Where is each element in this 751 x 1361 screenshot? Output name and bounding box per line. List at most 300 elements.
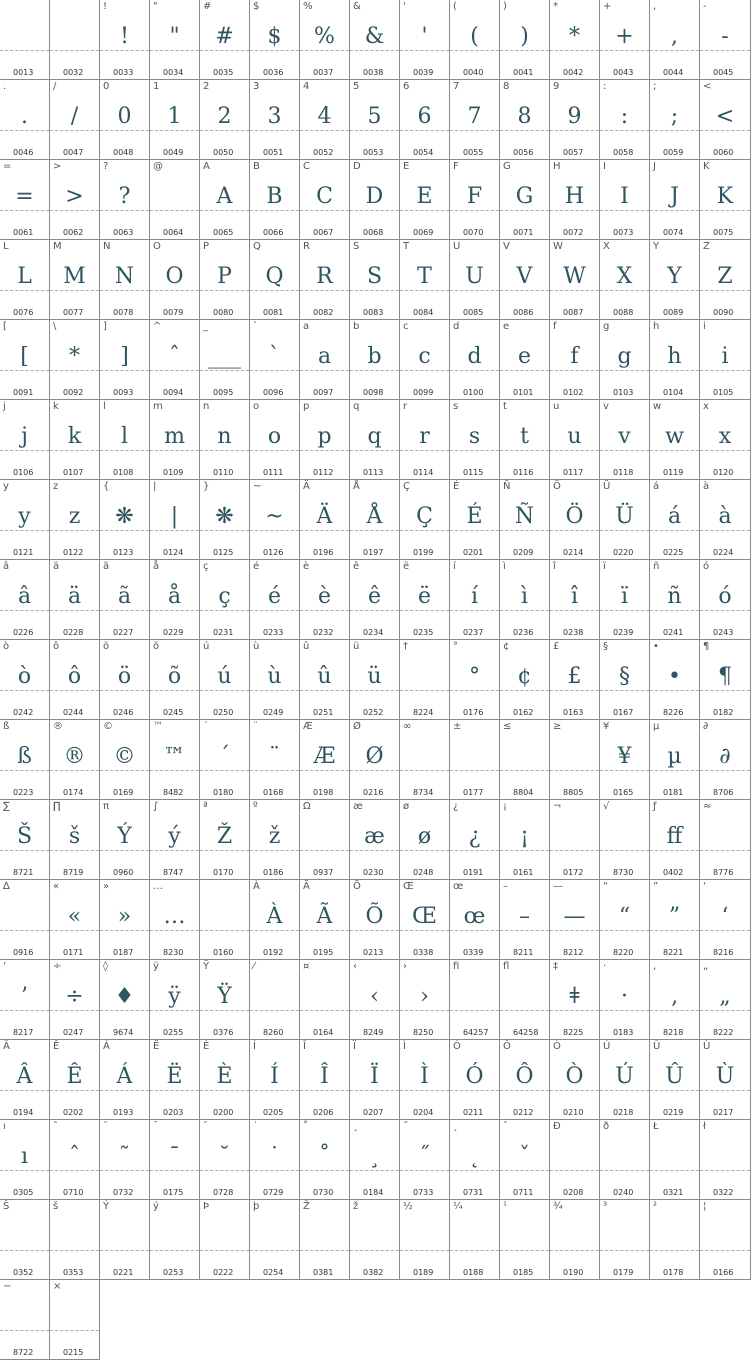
glyph-sample: —: [563, 904, 586, 929]
glyph-sample: h: [667, 344, 682, 369]
glyph-sample: 2: [217, 104, 232, 129]
glyph-cell-0103: [600, 320, 650, 400]
glyph-label: t: [503, 401, 507, 412]
glyph-code: 8804: [513, 788, 534, 797]
glyph-label: ï: [603, 561, 606, 572]
glyph-label: ,: [653, 1, 657, 12]
glyph-cell-8719: [50, 800, 100, 880]
glyph-code: 8776: [713, 868, 734, 877]
glyph-sample: å: [167, 584, 182, 609]
glyph-code: 0226: [13, 628, 34, 637]
glyph-sample: ó: [718, 584, 732, 609]
glyph-sample: <: [715, 104, 735, 129]
glyph-code: 8224: [413, 708, 434, 717]
glyph-cell-0730: [300, 1120, 350, 1200]
glyph-code: 0089: [663, 308, 684, 317]
glyph-code: 0037: [313, 68, 334, 77]
glyph-code: 0188: [463, 1268, 484, 1277]
glyph-cell-0251: [300, 640, 350, 720]
glyph-sample: [300, 814, 349, 860]
glyph-cell-0339: [450, 880, 500, 960]
glyph-cell-0038: [350, 0, 400, 80]
glyph-label: ≈: [703, 801, 712, 812]
glyph-sample: R: [316, 264, 333, 289]
glyph-sample: [450, 974, 499, 1020]
glyph-label: ˆ: [53, 1121, 58, 1132]
glyph-label: D: [353, 161, 361, 172]
glyph-cell-0065: [200, 160, 250, 240]
glyph-sample: [250, 1214, 299, 1260]
glyph-code: 0338: [413, 948, 434, 957]
glyph-code: 0305: [13, 1188, 34, 1197]
glyph-code: 0225: [663, 548, 684, 557]
glyph-cell-0117: [550, 400, 600, 480]
glyph-label: @: [153, 161, 163, 172]
glyph-label: ¾: [553, 1201, 563, 1212]
glyph-code: 0177: [463, 788, 484, 797]
glyph-cell-0235: [400, 560, 450, 640]
glyph-sample: ‹: [370, 984, 379, 1009]
glyph-sample: v: [618, 424, 631, 449]
glyph-cell-0172: [550, 800, 600, 880]
glyph-sample: ,: [671, 24, 678, 49]
glyph-cell-0124: [150, 480, 200, 560]
glyph-sample: ∂: [719, 744, 731, 769]
glyph-code: 0085: [463, 308, 484, 317]
glyph-code: 0209: [513, 548, 534, 557]
glyph-code: 0178: [663, 1268, 684, 1277]
glyph-code: 0321: [663, 1188, 684, 1197]
glyph-cell-0254: [250, 1200, 300, 1280]
glyph-cell-0180: [200, 720, 250, 800]
glyph-sample: à: [718, 504, 732, 529]
glyph-cell-0175: [150, 1120, 200, 1200]
glyph-code: 0099: [413, 388, 434, 397]
glyph-sample: %: [314, 24, 335, 49]
glyph-sample: Œ: [411, 904, 438, 929]
glyph-sample: Ø: [365, 744, 384, 769]
glyph-cell-0166: [700, 1200, 751, 1280]
glyph-code: 0110: [213, 468, 234, 477]
glyph-label: 9: [553, 81, 560, 92]
glyph-code: 0729: [263, 1188, 284, 1197]
glyph-label: ﬁ: [453, 961, 460, 972]
glyph-cell-0253: [150, 1200, 200, 1280]
glyph-code: 0202: [63, 1108, 84, 1117]
glyph-cell-0186: [250, 800, 300, 880]
glyph-sample: Ö: [565, 504, 584, 529]
glyph-sample: Ô: [515, 1064, 534, 1089]
glyph-code: 0960: [113, 868, 134, 877]
glyph-label: Q: [253, 241, 261, 252]
glyph-sample: t: [520, 424, 529, 449]
glyph-sample: â: [17, 584, 32, 609]
glyph-label: f: [553, 321, 557, 332]
glyph-label: ~: [253, 481, 262, 492]
glyph-label: ¿: [453, 801, 459, 812]
glyph-label: ½: [403, 1201, 413, 1212]
glyph-cell-0069: [400, 160, 450, 240]
glyph-label: «: [53, 881, 60, 892]
glyph-code: 0103: [613, 388, 634, 397]
glyph-sample: [0, 894, 49, 940]
glyph-code: 0050: [213, 148, 234, 157]
glyph-code: 0107: [63, 468, 84, 477]
glyph-sample: O: [165, 264, 184, 289]
glyph-code: 0164: [313, 1028, 334, 1037]
glyph-sample: Õ: [365, 904, 384, 929]
glyph-sample: í: [470, 584, 479, 609]
glyph-label: ¹: [503, 1201, 508, 1212]
glyph-code: 0088: [613, 308, 634, 317]
glyph-label: m: [153, 401, 163, 412]
glyph-code: 0055: [463, 148, 484, 157]
glyph-cell-0234: [350, 560, 400, 640]
glyph-label: û: [303, 641, 310, 652]
glyph-cell-0036: [250, 0, 300, 80]
glyph-label: ë: [403, 561, 410, 572]
glyph-cell-0162: [500, 640, 550, 720]
glyph-code: 0070: [463, 228, 484, 237]
glyph-cell-8218: [650, 960, 700, 1040]
glyph-label: −: [3, 1281, 12, 1292]
glyph-cell-8249: [350, 960, 400, 1040]
glyph-sample: ÿ: [168, 984, 181, 1009]
glyph-label: ã: [103, 561, 110, 572]
glyph-cell-0215: [50, 1280, 100, 1360]
glyph-cell-0095: [200, 320, 250, 400]
glyph-code: 0208: [563, 1188, 584, 1197]
glyph-code: 0243: [713, 628, 734, 637]
glyph-code: 0916: [13, 948, 34, 957]
glyph-cell-0079: [150, 240, 200, 320]
glyph-label: ¶: [703, 641, 710, 652]
glyph-code: 0068: [363, 228, 384, 237]
glyph-label: 6: [403, 81, 410, 92]
glyph-label: œ: [453, 881, 464, 892]
glyph-label: ì: [503, 561, 506, 572]
glyph-cell-8734: [400, 720, 450, 800]
glyph-sample: ’: [21, 984, 28, 1009]
glyph-code: 0185: [513, 1268, 534, 1277]
glyph-sample: ß: [17, 744, 32, 769]
glyph-cell-0111: [250, 400, 300, 480]
glyph-label: /: [53, 81, 57, 92]
glyph-sample: Ç: [416, 504, 433, 529]
glyph-cell-8706: [700, 720, 751, 800]
glyph-code: 0108: [113, 468, 134, 477]
glyph-cell-8722: [0, 1280, 50, 1360]
glyph-label: I: [603, 161, 606, 172]
glyph-sample: á: [667, 504, 682, 529]
glyph-cell-0236: [500, 560, 550, 640]
glyph-label: ': [403, 1, 406, 12]
glyph-sample: ü: [367, 664, 382, 689]
glyph-sample: P: [217, 264, 232, 289]
glyph-sample: 1: [167, 104, 182, 129]
glyph-sample: [500, 1214, 549, 1260]
glyph-label: â: [3, 561, 10, 572]
glyph-code: 8216: [713, 948, 734, 957]
glyph-label: W: [553, 241, 563, 252]
glyph-code: 0221: [113, 1268, 134, 1277]
glyph-label: Ô: [503, 1041, 511, 1052]
glyph-sample: š: [68, 824, 81, 849]
glyph-cell-0083: [350, 240, 400, 320]
glyph-code: 0187: [113, 948, 134, 957]
glyph-code: 0048: [113, 148, 134, 157]
glyph-sample: `: [269, 344, 280, 369]
glyph-label: h: [653, 321, 660, 332]
glyph-sample: ❋: [215, 504, 234, 529]
glyph-cell-0125: [200, 480, 250, 560]
glyph-sample: Ž: [216, 824, 233, 849]
glyph-sample: N: [114, 264, 135, 289]
glyph-cell-9674: [100, 960, 150, 1040]
glyph-cell-0165: [600, 720, 650, 800]
glyph-code: 0234: [363, 628, 384, 637]
glyph-label: …: [153, 881, 163, 892]
glyph-cell-0229: [150, 560, 200, 640]
glyph-label: E: [403, 161, 410, 172]
glyph-cell-0062: [50, 160, 100, 240]
glyph-code: 8220: [613, 948, 634, 957]
glyph-sample: ë: [417, 584, 432, 609]
glyph-sample: •: [668, 664, 681, 689]
glyph-code: 0353: [63, 1268, 84, 1277]
glyph-sample: Å: [366, 504, 383, 529]
glyph-sample: [600, 1214, 649, 1260]
glyph-label: i: [703, 321, 706, 332]
glyph-code: 0174: [63, 788, 84, 797]
glyph-sample: ê: [367, 584, 382, 609]
glyph-cell-0212: [500, 1040, 550, 1120]
glyph-cell-0066: [250, 160, 300, 240]
glyph-cell-0055: [450, 80, 500, 160]
glyph-sample: [550, 814, 599, 860]
glyph-cell-0054: [400, 80, 450, 160]
glyph-sample: [500, 734, 549, 780]
glyph-label: ": [153, 1, 158, 12]
glyph-cell-0094: [150, 320, 200, 400]
glyph-code: 0179: [613, 1268, 634, 1277]
glyph-label: L: [3, 241, 9, 252]
glyph-code: 0183: [613, 1028, 634, 1037]
glyph-code: 8721: [13, 868, 34, 877]
glyph-label: ›: [403, 961, 407, 972]
glyph-label: ò: [3, 641, 10, 652]
glyph-label: d: [453, 321, 460, 332]
glyph-label: æ: [353, 801, 363, 812]
glyph-sample: l: [120, 424, 129, 449]
glyph-cell-0729: [250, 1120, 300, 1200]
glyph-sample: [700, 1214, 750, 1260]
glyph-sample: Ä: [316, 504, 333, 529]
glyph-cell-0068: [350, 160, 400, 240]
glyph-sample: Ý: [117, 824, 132, 849]
glyph-cell-0233: [250, 560, 300, 640]
glyph-label: Þ: [203, 1201, 210, 1212]
glyph-sample: L: [17, 264, 32, 289]
glyph-sample: .: [21, 104, 28, 129]
glyph-cell-0193: [100, 1040, 150, 1120]
glyph-label: ç: [203, 561, 209, 572]
glyph-cell-0227: [100, 560, 150, 640]
glyph-sample: ff: [666, 824, 683, 849]
glyph-code: 0091: [13, 388, 34, 397]
glyph-cell-0216: [350, 720, 400, 800]
glyph-label: ð: [603, 1121, 610, 1132]
glyph-cell-0040: [450, 0, 500, 80]
glyph-code: 0083: [363, 308, 384, 317]
glyph-code: 0047: [63, 148, 84, 157]
glyph-code: 0093: [113, 388, 134, 397]
glyph-sample: ›: [420, 984, 429, 1009]
glyph-code: 0189: [413, 1268, 434, 1277]
glyph-sample: ‚: [671, 984, 678, 1009]
glyph-sample: g: [617, 344, 632, 369]
glyph-code: 0074: [663, 228, 684, 237]
glyph-cell-0322: [700, 1120, 751, 1200]
glyph-code: 0098: [363, 388, 384, 397]
glyph-sample: œ: [463, 904, 486, 929]
glyph-cell-8230: [150, 880, 200, 960]
glyph-cell-0046: [0, 80, 50, 160]
glyph-label: <: [703, 81, 712, 92]
glyph-cell-0107: [50, 400, 100, 480]
glyph-label: ¦: [703, 1201, 707, 1212]
glyph-sample: [200, 1214, 249, 1260]
glyph-label: :: [603, 81, 607, 92]
glyph-sample: F: [466, 184, 483, 209]
glyph-label: ∑: [3, 801, 10, 812]
glyph-cell-0210: [550, 1040, 600, 1120]
glyph-label: U: [453, 241, 461, 252]
glyph-code: 0196: [313, 548, 334, 557]
glyph-code: 0205: [263, 1108, 284, 1117]
glyph-cell-0191: [450, 800, 500, 880]
glyph-label: Y: [653, 241, 660, 252]
glyph-cell-0101: [500, 320, 550, 400]
glyph-label: %: [303, 1, 313, 12]
glyph-code: 0220: [613, 548, 634, 557]
glyph-label: Ø: [353, 721, 361, 732]
glyph-cell-0209: [500, 480, 550, 560]
glyph-label: Ì: [403, 1041, 406, 1052]
glyph-cell-0177: [450, 720, 500, 800]
glyph-code: 0233: [263, 628, 284, 637]
glyph-cell-8221: [650, 880, 700, 960]
glyph-code: 8225: [563, 1028, 584, 1037]
glyph-sample: i: [721, 344, 729, 369]
glyph-sample: f: [570, 344, 579, 369]
glyph-sample: [650, 1214, 699, 1260]
glyph-sample: °: [469, 664, 480, 689]
glyph-cell-0080: [200, 240, 250, 320]
glyph-code: 8218: [663, 1028, 684, 1037]
glyph-label: ˝: [403, 1121, 408, 1132]
glyph-cell-8747: [150, 800, 200, 880]
glyph-code: 0244: [63, 708, 84, 717]
glyph-label: ;: [653, 81, 657, 92]
glyph-cell-0937: [300, 800, 350, 880]
glyph-cell-0178: [650, 1200, 700, 1280]
glyph-code: 0066: [263, 228, 284, 237]
glyph-code: 0125: [213, 548, 234, 557]
glyph-cell-0221: [100, 1200, 150, 1280]
glyph-label: s: [453, 401, 459, 412]
glyph-label: &: [353, 1, 361, 12]
glyph-sample: j: [21, 424, 28, 449]
glyph-code: 8482: [163, 788, 184, 797]
glyph-sample: D: [365, 184, 384, 209]
glyph-label: ¡: [503, 801, 508, 812]
glyph-code: 0078: [113, 308, 134, 317]
glyph-label: Ý: [103, 1201, 110, 1212]
glyph-label: ∆: [3, 881, 10, 892]
glyph-code: 0113: [363, 468, 384, 477]
glyph-code: 0198: [313, 788, 334, 797]
glyph-code: 0191: [463, 868, 484, 877]
glyph-code: 0106: [13, 468, 34, 477]
glyph-label: Ł: [653, 1121, 659, 1132]
glyph-code: 0077: [63, 308, 84, 317]
glyph-label: p: [303, 401, 310, 412]
glyph-code: 8260: [263, 1028, 284, 1037]
glyph-code: 0123: [113, 548, 134, 557]
glyph-cell-0182: [700, 640, 751, 720]
glyph-sample: ©: [113, 744, 136, 769]
glyph-label: Ï: [353, 1041, 356, 1052]
glyph-sample: è: [317, 584, 332, 609]
glyph-code: 0172: [563, 868, 584, 877]
glyph-code: 0161: [513, 868, 534, 877]
glyph-cell-0218: [600, 1040, 650, 1120]
glyph-cell-0247: [50, 960, 100, 1040]
glyph-code: 0937: [313, 868, 334, 877]
glyph-sample: I: [620, 184, 629, 209]
glyph-code: 0090: [713, 308, 734, 317]
glyph-cell-0192: [250, 880, 300, 960]
glyph-code: 0184: [363, 1188, 384, 1197]
glyph-sample: K: [716, 184, 734, 209]
glyph-cell-0960: [100, 800, 150, 880]
glyph-code: 0166: [713, 1268, 734, 1277]
glyph-cell-0250: [200, 640, 250, 720]
glyph-sample: !: [120, 24, 129, 49]
glyph-code: 0236: [513, 628, 534, 637]
glyph-cell-0090: [700, 240, 751, 320]
glyph-code: 0216: [363, 788, 384, 797]
glyph-label: è: [303, 561, 310, 572]
glyph-cell-8482: [150, 720, 200, 800]
glyph-sample: ): [520, 24, 529, 49]
glyph-sample: x: [718, 424, 732, 449]
glyph-sample: Ó: [465, 1064, 484, 1089]
glyph-code: 0039: [413, 68, 434, 77]
glyph-label: É: [453, 481, 460, 492]
glyph-sample: X: [616, 264, 633, 289]
glyph-label: š: [53, 1201, 59, 1212]
glyph-cell-0225: [650, 480, 700, 560]
glyph-sample: [550, 1214, 599, 1260]
glyph-cell-0170: [200, 800, 250, 880]
glyph-label: x: [703, 401, 709, 412]
glyph-code: 8722: [13, 1348, 34, 1357]
glyph-label: √: [603, 801, 610, 812]
glyph-code: 0013: [13, 68, 34, 77]
glyph-code: 0228: [63, 628, 84, 637]
